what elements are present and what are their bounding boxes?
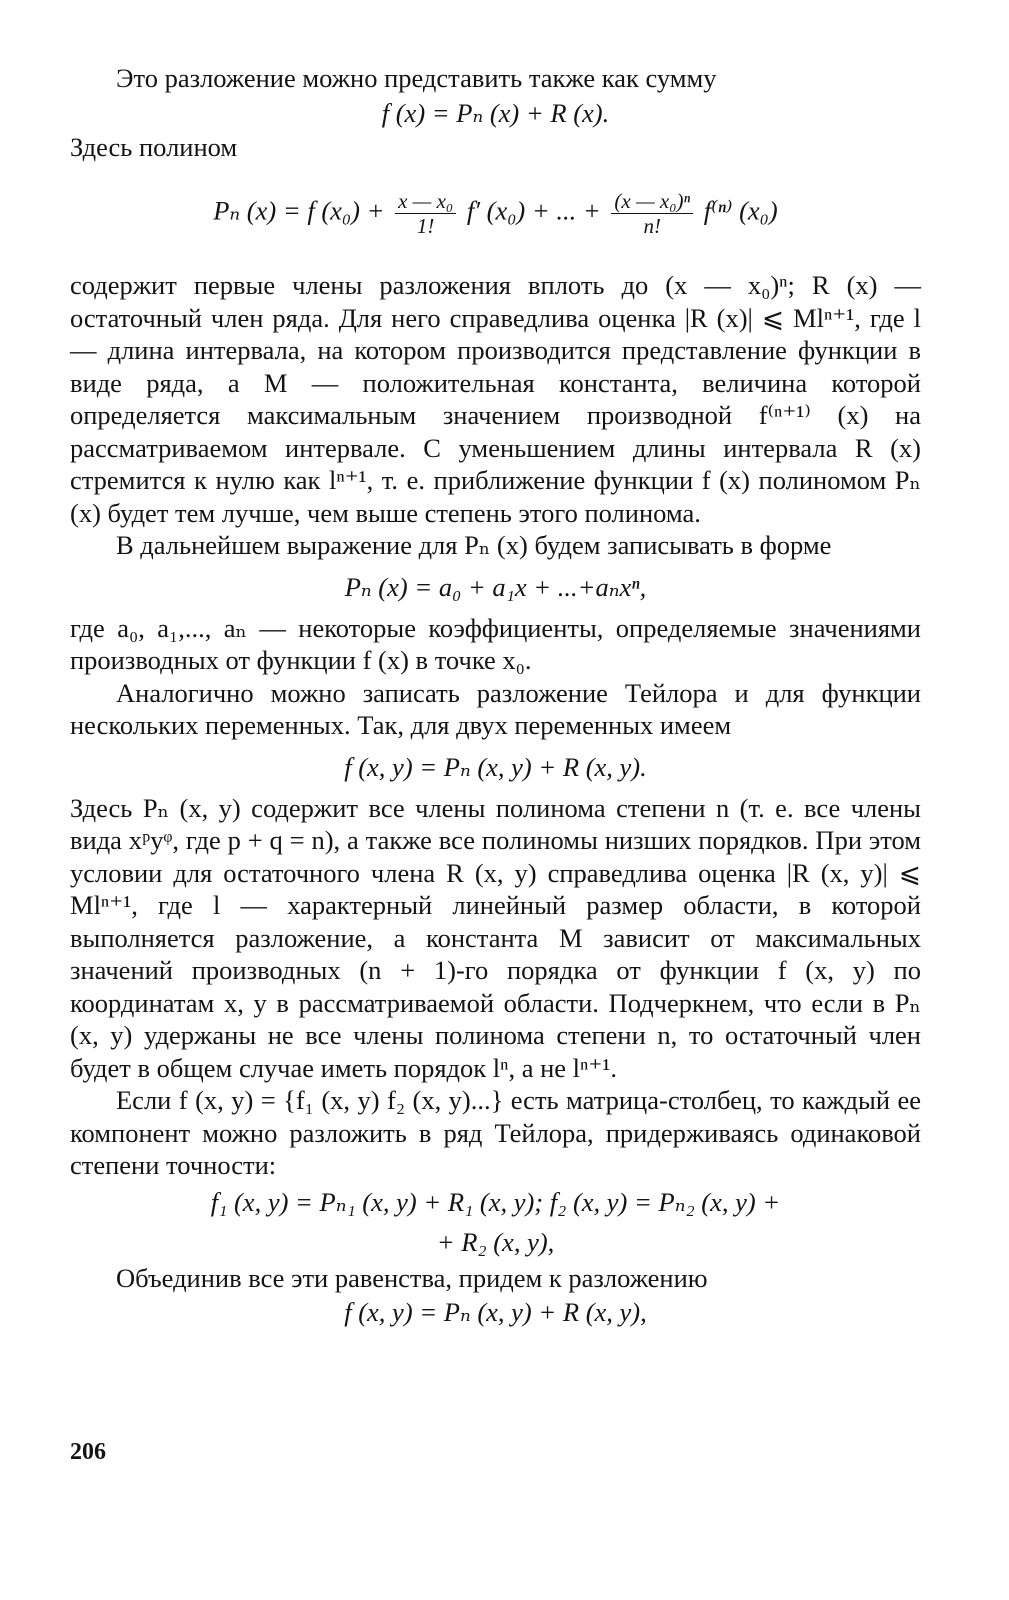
paragraph-form: В дальнейшем выражение для Pₙ (x) будем записывать в форме <box>116 530 832 560</box>
paragraph-two-variables: Здесь Pₙ (x, y) содержит все члены полинома степени n (т. е. все члены вида xᵖyᵠ, где p + q = n), а также все полиномы низших порядков. При этом условии для остаточного члена R (x, y) справедлива оценка |R (x, y)| ⩽ Mlⁿ⁺¹, где l — характерный линейный размер области, в которой выполняется разложение, а константа M зависит от максимальных значений производных (n + 1)-го порядка от функции f (x, y) по координатам x, y в рассматриваемой области. Подчеркнем, что если в Pₙ (x, y) удержаны не все члены полинома степени n, то остаточный член будет в общем случае иметь порядок lⁿ, а не lⁿ⁺¹. <box>70 792 921 1083</box>
fraction-nth-term <box>611 189 693 238</box>
formula-taylor-tail: f⁽ⁿ⁾ (x₀) <box>703 195 778 226</box>
formula-two-variables: f (x, y) = Pₙ (x, y) + R (x, y). <box>344 751 647 782</box>
formula-components-line2: + R₂ (x, y), <box>436 1226 555 1257</box>
paragraph-combine: Объединив все эти равенства, придем к разложению <box>116 1262 708 1293</box>
formula-coefficients: Pₙ (x) = a₀ + a₁x + ...+aₙxⁿ, <box>344 571 647 602</box>
fraction-first-numerator: x — x₀ <box>395 189 456 214</box>
formula-vector-expansion: f (x, y) = Pₙ (x, y) + R (x, y), <box>344 1297 647 1327</box>
paragraph-multivariable: Аналогично можно записать разложение Тейлора и для функции нескольких переменных. Так, для двух переменных имеем <box>70 677 921 740</box>
formula-sum: f (x) = Pₙ (x) + R (x). <box>381 97 610 128</box>
formula-taylor-lead: Pₙ (x) = f (x₀) + <box>213 195 385 226</box>
formula-taylor-polynomial <box>70 163 921 269</box>
formula-components-line1: f₁ (x, y) = Pₙ₁ (x, y) + R₁ (x, y); f₂ (x, y) = Pₙ₂ (x, y) + <box>210 1186 781 1217</box>
paragraph-coefficients: где a₀, a₁,..., aₙ — некоторые коэффициенты, определяемые значениями производных от функции f (x) в точке x₀. <box>70 612 921 675</box>
fraction-nth-numerator: (x — x₀)ⁿ <box>611 189 693 214</box>
fraction-first-denominator: 1! <box>416 214 435 238</box>
paragraph-polynomial-label: Здесь полином <box>70 131 238 162</box>
page-number: 206 <box>70 1439 106 1465</box>
paragraph-remainder: содержит первые члены разложения вплоть до (x — x₀)ⁿ; R (x) — остаточный член ряда. Для него справедлива оценка |R (x)| ⩽ Mlⁿ⁺¹, где l — длина интервала, на котором производится представление функции в виде ряда, а M — положительная константа, величина которой определяется максимальным значением производной f⁽ⁿ⁺¹⁾ (x) на рассматриваемом интервале. С уменьшением длины интервала R (x) стремится к нулю как lⁿ⁺¹, т. е. приближение функции f (x) полиномом Pₙ (x) будет тем лучше, чем выше степень этого полинома. <box>70 270 921 528</box>
fraction-nth-denominator: n! <box>643 214 662 238</box>
fraction-first-term <box>395 189 456 238</box>
formula-taylor-middle: f′ (x₀) + ... + <box>466 195 601 226</box>
paragraph-column-matrix: Если f (x, y) = {f₁ (x, y) f₂ (x, y)...} есть матрица-столбец, то каждый ее компонент можно разложить в ряд Тейлора, придерживаясь одинаковой степени точности: <box>70 1085 921 1180</box>
paragraph-intro: Это разложение можно представить также как сумму <box>116 63 717 93</box>
